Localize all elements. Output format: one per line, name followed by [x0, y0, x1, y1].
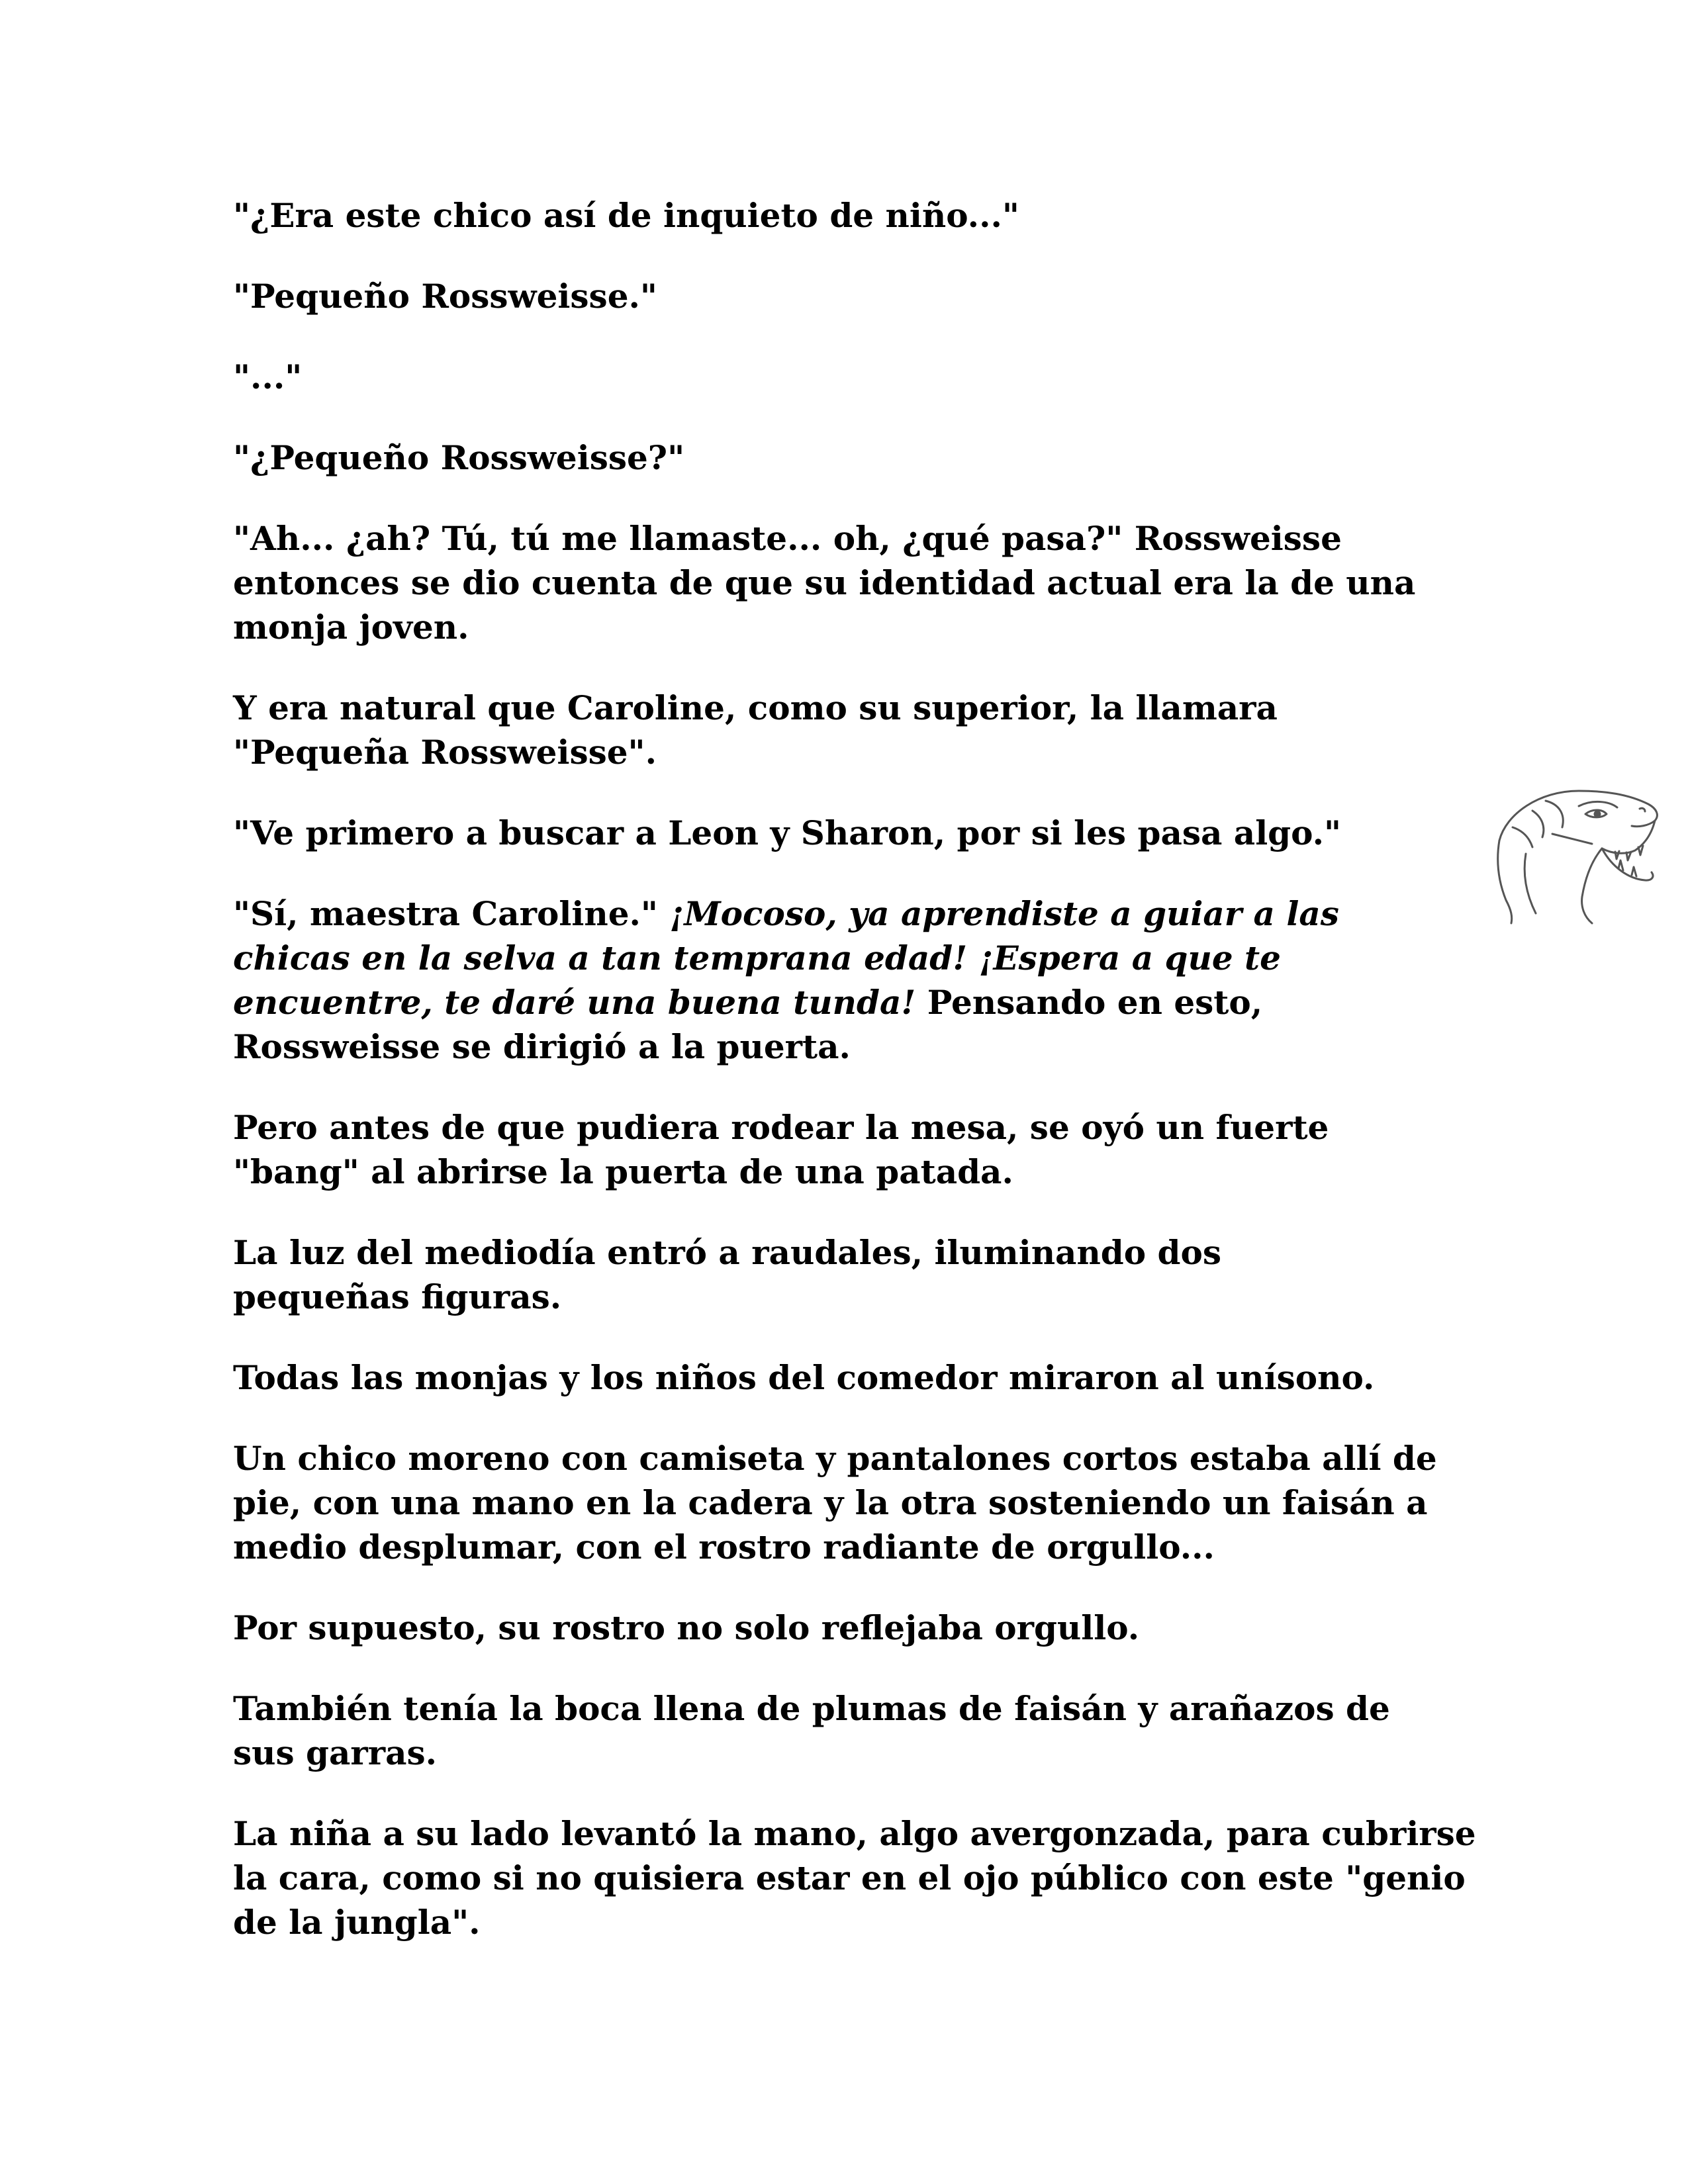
paragraph-8-start: "Sí, maestra Caroline."	[233, 894, 670, 933]
paragraph-8-italic: ¡Mocoso, ya aprendiste a guiar a las chicas en la selva a tan temprana edad! ¡Espera a que te encuentre, te daré una buena tunda!	[233, 894, 1339, 1022]
dinosaur-head-sketch-icon	[1486, 774, 1665, 927]
paragraph-13: Por supuesto, su rostro no solo reflejaba orgullo.	[233, 1608, 1140, 1647]
paragraph-12: Un chico moreno con camiseta y pantalones cortos estaba allí de pie, con una mano en la cadera y la otra sosteniendo un faisán a medio desplumar, con el rostro radiante de orgullo...	[233, 1439, 1437, 1567]
paragraph-15: La niña a su lado levantó la mano, algo avergonzada, para cubrirse la cara, como si no quisiera estar en el ojo público con este "genio de la jungla".	[233, 1814, 1476, 1942]
paragraph-2: "Pequeño Rossweisse."	[233, 277, 657, 316]
paragraph-7: "Ve primero a buscar a Leon y Sharon, por si les pasa algo."	[233, 813, 1342, 852]
paragraph-6: Y era natural que Caroline, como su superior, la llamara "Pequeña Rossweisse".	[233, 688, 1278, 772]
paragraph-5: "Ah... ¿ah? Tú, tú me llamaste... oh, ¿qué pasa?" Rossweisse entonces se dio cuenta de que su identidad actual era la de una monja joven.	[233, 519, 1416, 647]
paragraph-1: "¿Era este chico así de inquieto de niño..."	[233, 196, 1019, 235]
paragraph-10: La luz del mediodía entró a raudales, iluminando dos pequeñas figuras.	[233, 1233, 1221, 1316]
paragraph-8-end: Pensando en esto, Rossweisse se dirigió a la puerta.	[233, 983, 1263, 1066]
paragraph-3: "..."	[233, 357, 303, 396]
paragraph-14: También tenía la boca llena de plumas de faisán y arañazos de sus garras.	[233, 1689, 1390, 1772]
paragraph-8	[233, 891, 1358, 1069]
paragraph-9: Pero antes de que pudiera rodear la mesa, se oyó un fuerte "bang" al abrirse la puerta de una patada.	[233, 1108, 1329, 1191]
paragraph-4: "¿Pequeño Rossweisse?"	[233, 438, 685, 477]
body-text	[233, 193, 1491, 1981]
paragraph-11: Todas las monjas y los niños del comedor miraron al unísono.	[233, 1358, 1375, 1397]
